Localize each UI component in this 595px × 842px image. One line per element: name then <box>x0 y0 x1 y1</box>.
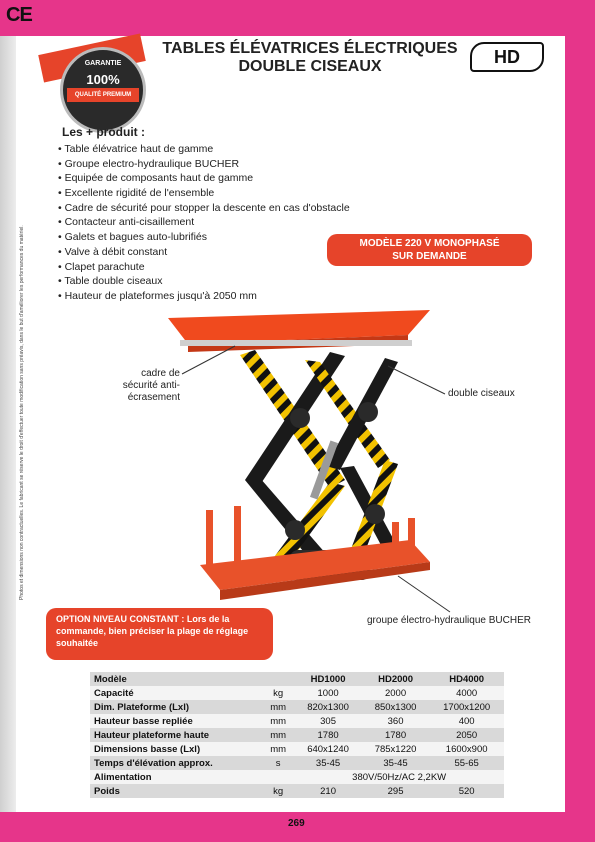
callout-line <box>182 346 235 374</box>
feature-item: • Clapet parachute <box>58 260 350 275</box>
callout-line <box>398 576 450 612</box>
feature-item: • Equipée de composants haut de gamme <box>58 171 350 186</box>
table-row: Dimensions basse (Lxl) mm 640x1240 785x1220 1600x900 <box>90 742 504 756</box>
model-220v-callout: MODÈLE 220 V MONOPHASÉ SUR DEMANDE <box>327 234 532 266</box>
label-safety-frame: cadre de sécurité anti-écrasement <box>122 368 180 403</box>
table-row: Capacité kg 1000 2000 4000 <box>90 686 504 700</box>
table-row: Dim. Plateforme (Lxl) mm 820x1300 850x1300 1700x1200 <box>90 700 504 714</box>
feature-item: • Table double ciseaux <box>58 274 350 289</box>
feature-item: • Galets et bagues auto-lubrifiés <box>58 230 350 245</box>
page-title: TABLES ÉLÉVATRICES ÉLECTRIQUES DOUBLE CISEAUX <box>162 40 458 75</box>
feature-item: • Contacteur anti-cisaillement <box>58 215 350 230</box>
ce-mark-icon: CE <box>6 4 32 26</box>
feature-item: • Valve à débit constant <box>58 245 350 260</box>
feature-item: • Cadre de sécurité pour stopper la descente en cas d'obstacle <box>58 201 350 216</box>
table-row: Temps d'élévation approx. s 35-45 35-45 55-65 <box>90 756 504 770</box>
guarantee-badge: GARANTIE 100% QUALITÉ PREMIUM <box>60 47 146 133</box>
option-title: OPTION NIVEAU CONSTANT : <box>56 614 185 624</box>
label-double-scissors: double ciseaux <box>448 388 515 399</box>
table-row: Poids kg 210 295 520 <box>90 784 504 798</box>
callout-line <box>388 366 445 394</box>
feature-item: • Excellente rigidité de l'ensemble <box>58 186 350 201</box>
table-header-row: Modèle HD1000 HD2000 HD4000 <box>90 672 504 686</box>
feature-item: • Hauteur de plateformes jusqu'à 2050 mm <box>58 289 350 304</box>
table-row: Alimentation 380V/50Hz/AC 2,2KW <box>90 770 504 784</box>
table-row: Hauteur basse repliée mm 305 360 400 <box>90 714 504 728</box>
side-disclaimer: Photos et dimensions non contractuelles. Le fabricant se réserve le droit d'effectuer toute modification sans préavis, dans le but d'améliorer les performances du matériel. <box>19 225 25 600</box>
option-constant-level-callout <box>46 608 273 660</box>
features-heading: Les + produit : <box>62 125 146 139</box>
feature-item: • Table élévatrice haut de gamme <box>58 142 350 157</box>
specifications-table <box>90 672 504 798</box>
option-text: Lors de la commande, bien préciser la plage de réglage souhaitée <box>56 614 249 648</box>
label-hydraulic-group: groupe électro-hydraulique BUCHER <box>367 615 531 626</box>
page-number: 269 <box>288 818 305 829</box>
table-row: Hauteur plateforme haute mm 1780 1780 2050 <box>90 728 504 742</box>
product-code-badge: HD <box>470 42 544 72</box>
feature-item: • Groupe electro-hydraulique BUCHER <box>58 157 350 172</box>
